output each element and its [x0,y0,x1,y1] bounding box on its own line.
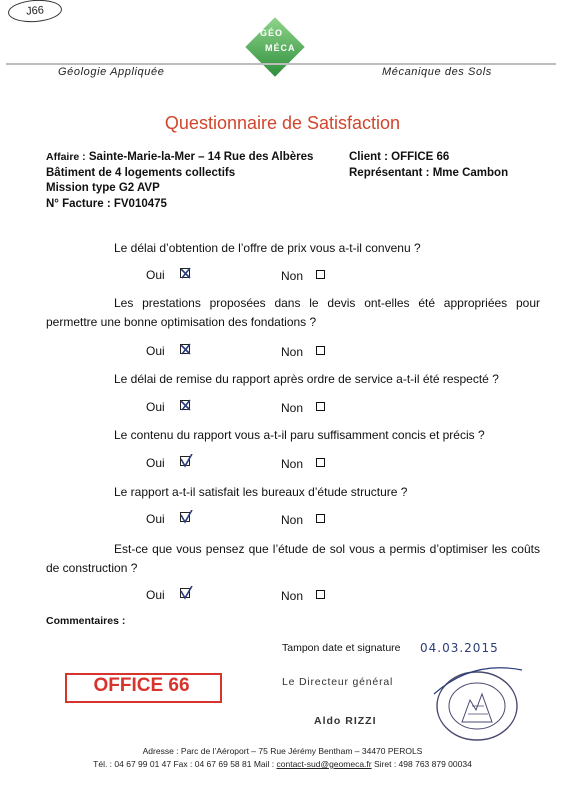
question-6-line2: de construction ? [46,561,138,575]
comments-label: Commentaires : [46,615,126,627]
client-line: Client : OFFICE 66 [349,151,450,163]
q5-oui-label: Oui [146,512,165,526]
q4-non-checkbox[interactable] [316,458,325,467]
geomeca-logo [238,10,312,84]
question-1: Le délai d’obtention de l’offre de prix vous a-t-il convenu ? [114,241,421,255]
q6-oui-label: Oui [146,588,165,602]
director-name: Aldo RIZZI [314,715,377,727]
footer-contact [0,759,565,769]
handwritten-date: 04.03.2015 [420,641,499,655]
q2-non-label: Non [281,345,304,359]
client-stamp: OFFICE 66 [93,675,190,696]
director-title: Le Directeur général [282,676,394,688]
affaire-line [46,150,313,166]
mission-line: Mission type G2 AVP [46,182,160,194]
question-2-line2: permettre une bonne optimisation des fondations ? [46,315,317,329]
q4-oui-label: Oui [146,456,165,470]
q3-oui-label: Oui [146,400,165,414]
client-block [349,150,508,181]
q6-oui-checkbox[interactable] [180,588,190,598]
question-5: Le rapport a-t-il satisfait les bureaux d’étude structure ? [114,485,408,499]
question-6 [46,540,540,578]
q3-oui-checkbox[interactable] [180,400,190,410]
tagline-left: Géologie Appliquée [58,66,165,78]
footer-siret: Siret : 498 763 879 00034 [373,759,472,769]
q5-non-label: Non [281,513,304,527]
question-3: Le délai de remise du rapport après ordre de service a-t-il été respecté ? [114,372,499,386]
affaire-label: Affaire : [46,151,86,163]
question-2-line1: Les prestations proposées dans le devis ont-elles été appropriées pour [114,296,540,310]
affaire-value: Sainte-Marie-la-Mer – 14 Rue des Albères [88,151,314,163]
logo-text-geo: GÉO [260,28,284,38]
q2-non-checkbox[interactable] [316,346,325,355]
representant-line: Représentant : Mme Cambon [349,166,509,179]
q6-non-checkbox[interactable] [316,590,325,599]
q5-oui-checkbox[interactable] [180,512,190,522]
affaire-block [46,150,313,212]
q1-oui-checkbox[interactable] [180,268,190,278]
q1-oui-label: Oui [146,268,165,282]
q3-non-checkbox[interactable] [316,402,325,411]
official-seal [432,664,524,744]
q1-non-label: Non [281,269,304,283]
footer-address: Adresse : Parc de l’Aéroport – 75 Rue Jérémy Bentham – 34470 PEROLS [142,746,423,756]
batiment-line: Bâtiment de 4 logements collectifs [46,166,236,179]
q4-non-label: Non [281,457,304,471]
handwritten-reference-note: J66 [7,0,62,24]
q6-non-label: Non [281,589,304,603]
question-6-line1: Est-ce que vous pensez que l’étude de sol vous a permis d’optimiser les coûts [114,542,540,556]
q2-oui-checkbox[interactable] [180,344,190,354]
question-4: Le contenu du rapport vous a-t-il paru suffisamment concis et précis ? [114,428,485,442]
q3-non-label: Non [281,401,304,415]
tagline-right: Mécanique des Sols [382,66,492,78]
q1-non-checkbox[interactable] [316,270,325,279]
signature-label: Tampon date et signature [282,642,401,654]
page-title: Questionnaire de Satisfaction [164,113,401,133]
logo-text-meca: MÉCA [265,43,296,53]
header-divider [6,63,556,65]
q2-oui-label: Oui [146,344,165,358]
footer-email-link[interactable]: contact-sud@geomeca.fr [276,759,372,769]
question-2 [46,294,540,332]
q5-non-checkbox[interactable] [316,514,325,523]
footer-tel-fax: Tél. : 04 67 99 01 47 Fax : 04 67 69 58 81 Mail : [93,759,275,769]
facture-line: N° Facture : FV010475 [46,197,167,210]
q4-oui-checkbox[interactable] [180,456,190,466]
